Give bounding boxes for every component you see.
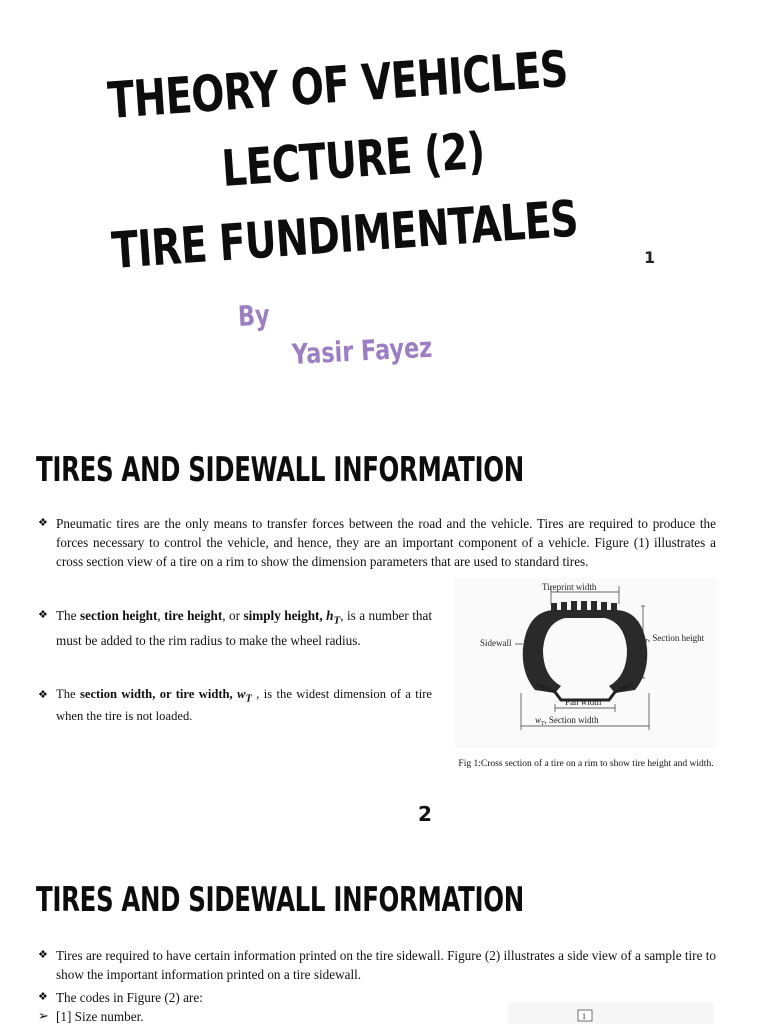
pan-width-label: Pan width <box>565 697 602 707</box>
title-line-3: TIRE FUNDIMENTALES <box>109 189 580 280</box>
figure-marker-label: 1 <box>582 1012 586 1021</box>
bullet-icon: ❖ <box>38 949 48 961</box>
sidewall-label: Sidewall <box>480 638 512 648</box>
paragraph-size-number: [1] Size number. <box>56 1009 144 1024</box>
bullet-icon: ❖ <box>38 991 48 1003</box>
title-slide <box>0 0 768 410</box>
slide-heading: TIRES AND SIDEWALL INFORMATION <box>36 880 524 920</box>
arrow-bullet-icon: ➢ <box>38 1008 49 1023</box>
content-slide-2 <box>0 840 768 1024</box>
bullet-icon: ❖ <box>38 689 48 701</box>
paragraph-pneumatic-tires: Pneumatic tires are the only means to transfer forces between the road and the vehicle. Tires are required to produce the forces necessary to control the vehicle, and hence, they are an important component of a vehicle. Figure (1) illustrates a cross section view of a tire on a rim to show the dimension parameters that are used to standard tires. <box>56 516 716 569</box>
page-number: 1 <box>644 248 656 267</box>
title-line-1: THEORY OF VEHICLES <box>105 39 570 130</box>
paragraph-section-width: The section width, or tire width, $w_T$ , is the widest dimension of a tire when the tire is not loaded. <box>56 687 432 723</box>
title-line-2: LECTURE (2) <box>219 121 487 198</box>
content-slide-1 <box>0 410 768 840</box>
paragraph-sidewall-info: Tires are required to have certain information printed on the tire sidewall. Figure (2) illustrates a side view of a sample tire to show the important information printed on a tire sidewall. <box>56 948 716 982</box>
tire-sidewall-diagram <box>508 1002 714 1024</box>
section-height-label: $h_T$, Section height <box>640 633 705 645</box>
tire-cross-section-diagram <box>455 578 717 748</box>
paragraph-section-height: The section height, tire height, or simply height, $h_T$, is a number that must be added to the rim radius to make the wheel radius. <box>56 608 432 648</box>
bullet-icon: ❖ <box>38 517 48 529</box>
paragraph-codes: The codes in Figure (2) are: <box>56 990 203 1005</box>
author-name: Yasir Fayez <box>291 330 434 371</box>
tire-cross-section-figure <box>455 578 717 748</box>
tire-profile <box>523 610 648 693</box>
page-number: 2 <box>418 802 432 826</box>
slide-heading: TIRES AND SIDEWALL INFORMATION <box>36 450 524 490</box>
tire-sidewall-figure <box>508 1002 714 1024</box>
bullet-icon: ❖ <box>38 609 48 621</box>
figure-caption: Fig 1:Cross section of a tire on a rim to show tire height and width. <box>458 759 714 769</box>
section-width-label: $w_T$, Section width <box>535 715 599 727</box>
tireprint-width-label: Tireprint width <box>542 582 597 592</box>
by-label: By <box>237 298 271 333</box>
